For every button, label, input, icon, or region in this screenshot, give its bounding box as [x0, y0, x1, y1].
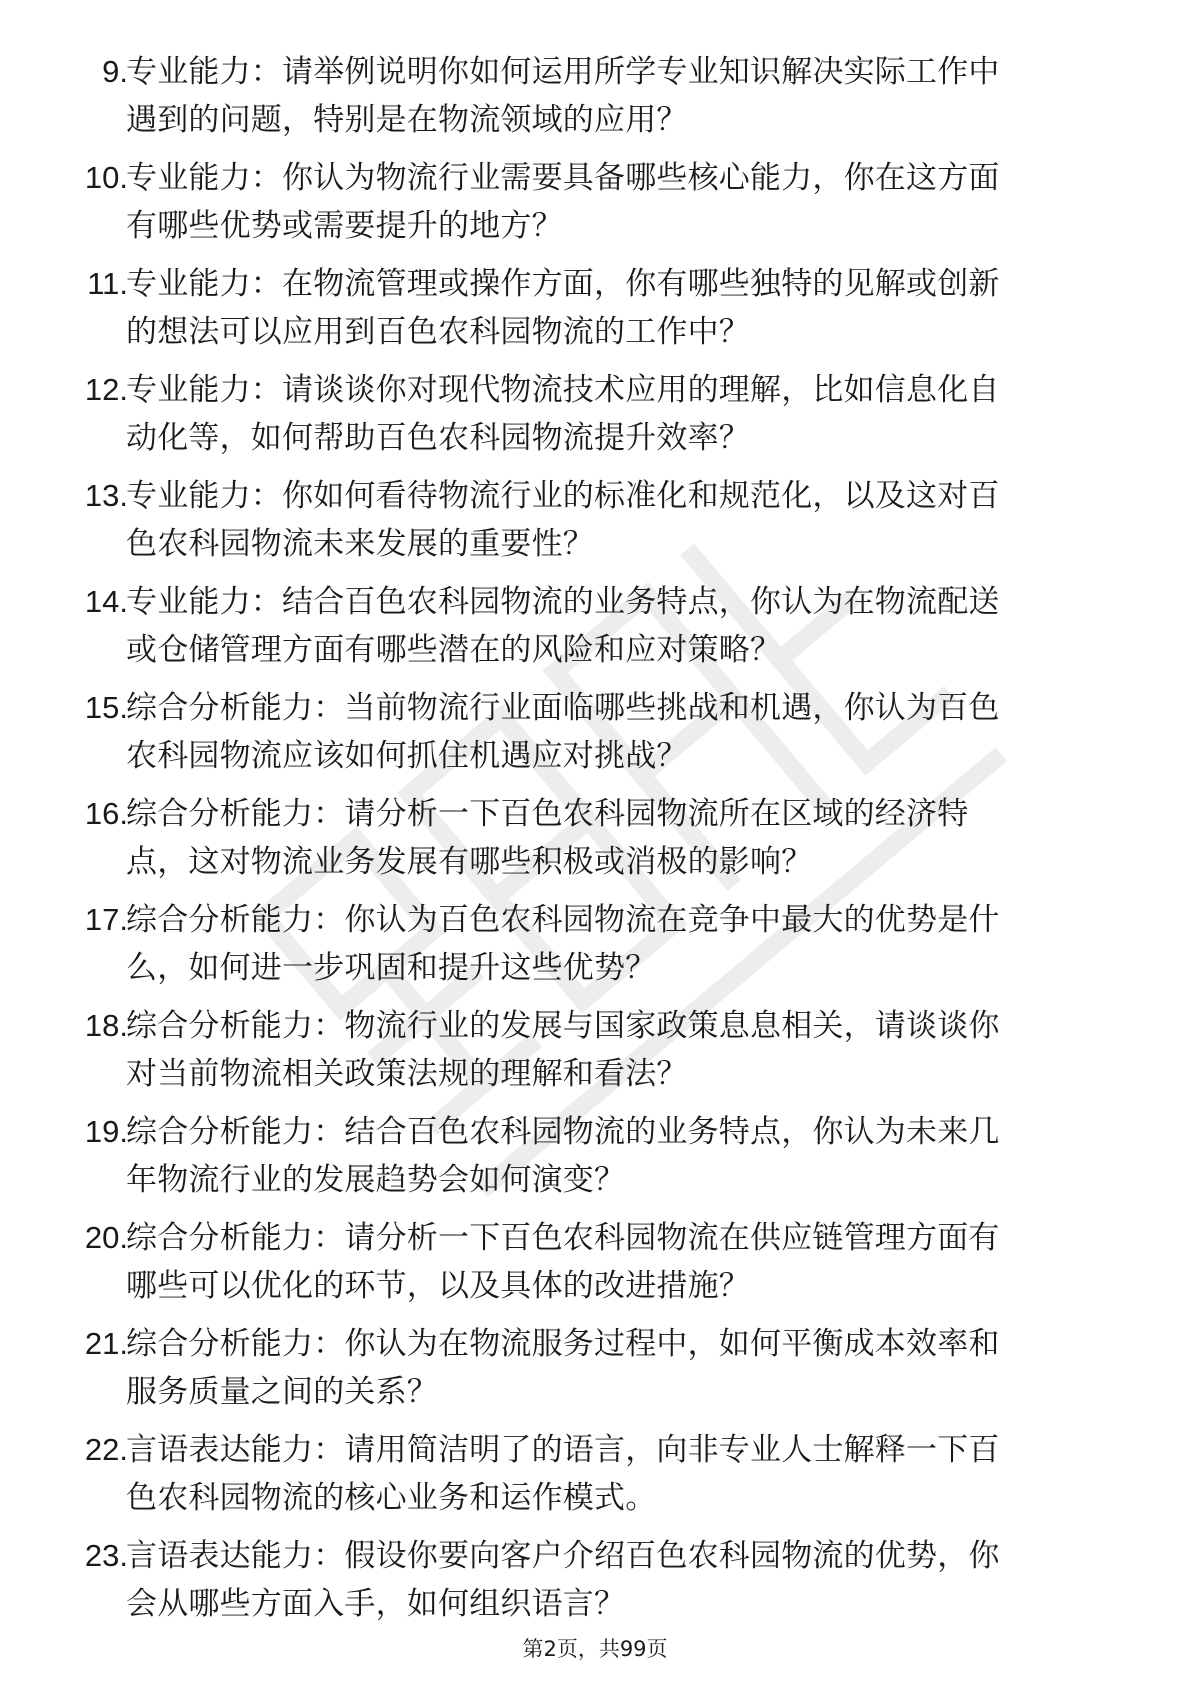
list-item	[0, 1320, 1190, 1426]
item-text-line: 综合分析能力：物流行业的发展与国家政策息息相关，请谈谈你	[126, 1008, 1000, 1044]
item-text-line: 专业能力：结合百色农科园物流的业务特点，你认为在物流配送	[126, 584, 1000, 620]
item-text-line: 对当前物流相关政策法规的理解和看法？	[126, 1056, 688, 1092]
item-text-line: 言语表达能力：请用简洁明了的语言，向非专业人士解释一下百	[126, 1432, 1000, 1468]
item-text-line: 专业能力：请举例说明你如何运用所学专业知识解决实际工作中	[126, 54, 1000, 90]
item-text	[126, 1214, 1106, 1310]
item-number: 18.	[84, 1008, 128, 1043]
item-text-line: 综合分析能力：请分析一下百色农科园物流所在区域的经济特	[126, 796, 969, 832]
item-text-line: 言语表达能力：假设你要向客户介绍百色农科园物流的优势，你	[126, 1538, 1000, 1574]
item-text-line: 遇到的问题，特别是在物流领域的应用？	[126, 102, 688, 138]
item-number: 16.	[84, 796, 128, 831]
item-text	[126, 366, 1106, 462]
item-text-line: 专业能力：请谈谈你对现代物流技术应用的理解，比如信息化自	[126, 372, 1000, 408]
list-item	[0, 154, 1190, 260]
item-text	[126, 896, 1106, 992]
item-text	[126, 790, 1106, 886]
list-item	[0, 472, 1190, 578]
item-text-line: 综合分析能力：结合百色农科园物流的业务特点，你认为未来几	[126, 1114, 1000, 1150]
list-item	[0, 684, 1190, 790]
item-text	[126, 154, 1106, 250]
item-text-line: 有哪些优势或需要提升的地方？	[126, 208, 563, 244]
item-text	[126, 1002, 1106, 1098]
question-list	[0, 48, 1190, 1638]
item-text	[126, 1532, 1106, 1628]
list-item	[0, 1532, 1190, 1638]
item-text-line: 专业能力：在物流管理或操作方面，你有哪些独特的见解或创新	[126, 266, 1000, 302]
item-number: 9.	[102, 54, 128, 89]
item-number: 22.	[84, 1432, 128, 1467]
list-item	[0, 1108, 1190, 1214]
item-text-line: 服务质量之间的关系？	[126, 1374, 438, 1410]
item-text	[126, 684, 1106, 780]
item-number: 11.	[87, 266, 128, 301]
page-indicator: 第2页，共99页	[522, 1637, 668, 1661]
item-text-line: 点，这对物流业务发展有哪些积极或消极的影响？	[126, 844, 813, 880]
item-number: 23.	[84, 1538, 128, 1573]
item-text-line: 动化等，如何帮助百色农科园物流提升效率？	[126, 420, 750, 456]
item-text	[126, 472, 1106, 568]
item-text	[126, 260, 1106, 356]
item-text-line: 农科园物流应该如何抓住机遇应对挑战？	[126, 738, 688, 774]
item-number: 19.	[84, 1114, 128, 1149]
item-text-line: 综合分析能力：请分析一下百色农科园物流在供应链管理方面有	[126, 1220, 1000, 1256]
item-text-line: 么，如何进一步巩固和提升这些优势？	[126, 950, 657, 986]
item-text-line: 年物流行业的发展趋势会如何演变？	[126, 1162, 626, 1198]
item-text-line: 综合分析能力：你认为百色农科园物流在竞争中最大的优势是什	[126, 902, 1000, 938]
list-item	[0, 48, 1190, 154]
list-item	[0, 578, 1190, 684]
item-text-line: 综合分析能力：你认为在物流服务过程中，如何平衡成本效率和	[126, 1326, 1000, 1362]
item-text-line: 或仓储管理方面有哪些潜在的风险和应对策略？	[126, 632, 782, 668]
item-number: 20.	[84, 1220, 128, 1255]
list-item	[0, 896, 1190, 1002]
item-number: 14.	[84, 584, 128, 619]
item-number: 13.	[84, 478, 128, 513]
item-number: 17.	[84, 902, 128, 937]
item-text	[126, 1320, 1106, 1416]
item-number: 10.	[84, 160, 128, 195]
item-text	[126, 48, 1106, 144]
item-text-line: 专业能力：你如何看待物流行业的标准化和规范化，以及这对百	[126, 478, 1000, 514]
item-text-line: 会从哪些方面入手，如何组织语言？	[126, 1586, 626, 1622]
item-text-line: 综合分析能力：当前物流行业面临哪些挑战和机遇，你认为百色	[126, 690, 1000, 726]
item-text-line: 专业能力：你认为物流行业需要具备哪些核心能力，你在这方面	[126, 160, 1000, 196]
list-item	[0, 790, 1190, 896]
list-item	[0, 1002, 1190, 1108]
item-text	[126, 1426, 1106, 1522]
item-text-line: 哪些可以优化的环节，以及具体的改进措施？	[126, 1268, 750, 1304]
list-item	[0, 1214, 1190, 1320]
item-text-line: 色农科园物流未来发展的重要性？	[126, 526, 594, 562]
item-number: 21.	[84, 1326, 128, 1361]
item-text-line: 色农科园物流的核心业务和运作模式。	[126, 1480, 657, 1516]
list-item	[0, 260, 1190, 366]
item-number: 12.	[84, 372, 128, 407]
item-text-line: 的想法可以应用到百色农科园物流的工作中？	[126, 314, 750, 350]
item-text	[126, 1108, 1106, 1204]
item-number: 15.	[84, 690, 128, 725]
list-item	[0, 366, 1190, 472]
item-text	[126, 578, 1106, 674]
list-item	[0, 1426, 1190, 1532]
